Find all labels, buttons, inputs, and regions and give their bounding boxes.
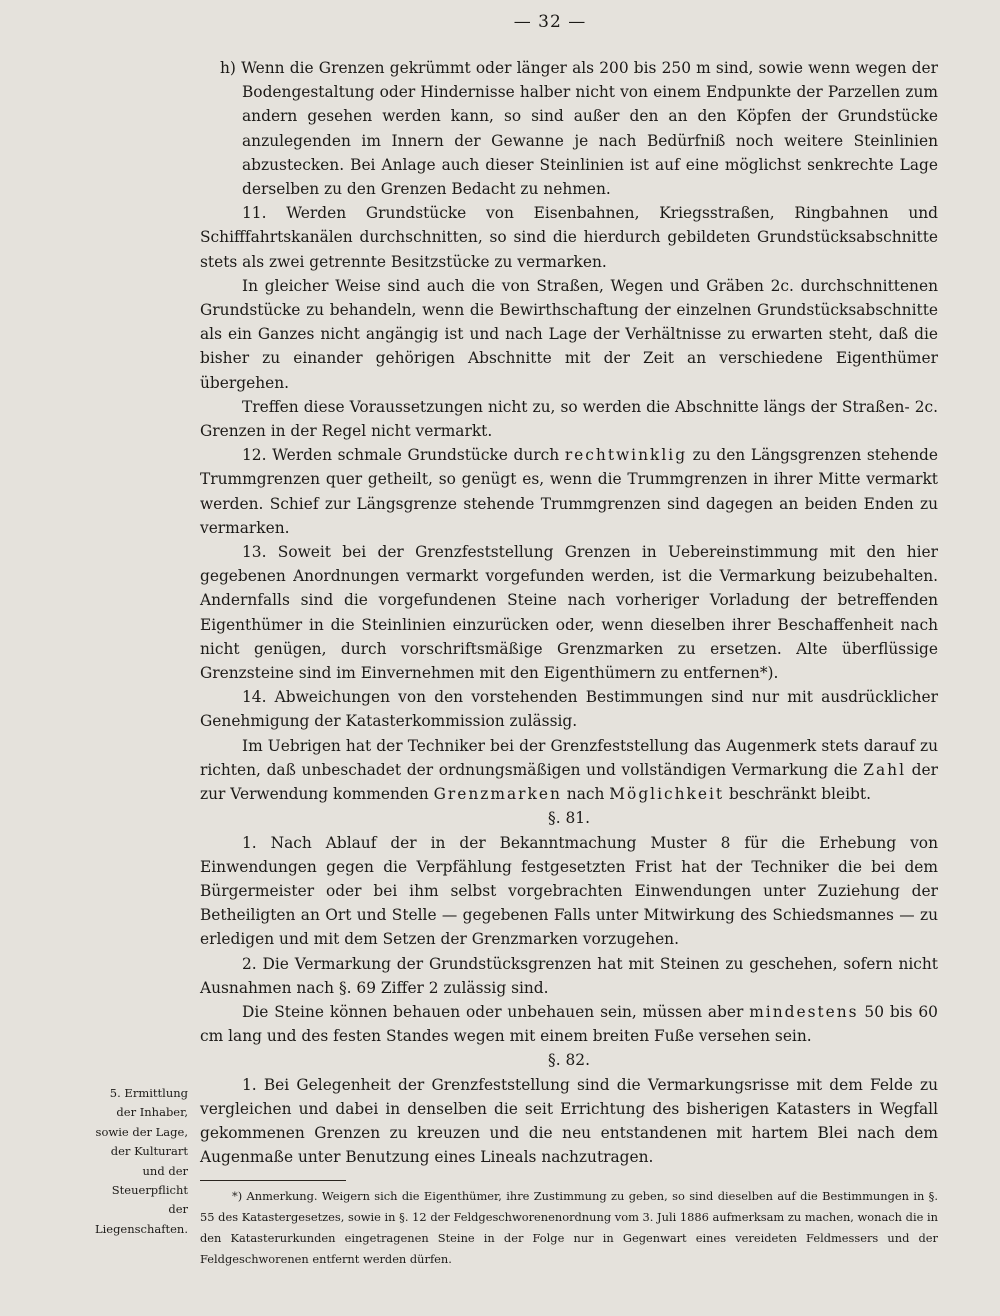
margin-note-line: 5. Ermittlung xyxy=(109,1086,188,1100)
margin-note-line: Liegenschaften. xyxy=(94,1221,188,1236)
paragraph-12-part-b: zu den Längsgrenzen stehende Trummgrenzen quer getheilt, so genügt es, wenn die Trummgrenzen in ihrer Mitte vermarkt werden. Schief zur Längsgrenze stehende Trummgrenzen sind dagegen an beiden Enden zu vermarken. xyxy=(200,446,938,537)
section-heading-81: §. 81. xyxy=(548,809,590,828)
paragraph-82-1: 1. Bei Gelegenheit der Grenzfeststellung sind die Vermarkungsrisse mit dem Felde zu vergleichen und dabei in denselben die seit Errichtung des bisherigen Katasters in Wegfall gekommenen Grenzen zu kreuzen und die neu entstandenen mit hartem Blei nach dem Augenmaße unter Benutzung eines Lineals nachzutragen. xyxy=(200,1075,938,1167)
paragraph-11c: Treffen diese Voraussetzungen nicht zu, so werden die Abschnitte längs der Straßen- 2c. Grenzen in der Regel nicht vermarkt. xyxy=(200,397,938,441)
paragraph-14b xyxy=(200,734,938,807)
main-text xyxy=(200,56,938,1169)
emphasis-zahl: Zahl xyxy=(863,760,907,779)
paragraph-14b-part-d: beschränkt bleibt. xyxy=(724,785,871,804)
paragraph-14b-part-a: Im Uebrigen hat der Techniker bei der Grenzfeststellung das Augenmerk stets darauf zu richten, daß unbeschadet der ordnungsmäßigen und vollständigen Vermarkung die xyxy=(200,736,938,779)
footnote-text: *) Anmerkung. Weigern sich die Eigenthümer, ihre Zustimmung zu geben, so sind dieselben auf die Bestimmungen in §. 55 des Katastergesetzes, sowie in §. 12 der Feldgeschworenenordnung vom 3. Juli 1886 aufmerksam zu machen, wonach die in den Katasterurkunden eingetragenen Steine in der Folge nur in Gegenwart eines vereideten Feldmessers und der Feldgeschworenen entfernt werden dürfen. xyxy=(200,1189,938,1266)
emphasis-mindestens: mindestens xyxy=(749,1002,859,1021)
margin-note-line: Steuerpflicht xyxy=(111,1183,188,1198)
margin-note-line: sowie der Lage, xyxy=(95,1124,188,1139)
margin-note-line: der Inhaber, xyxy=(116,1105,188,1120)
paragraph-81-3 xyxy=(200,1000,938,1048)
page-number: — 32 — xyxy=(513,12,587,32)
emphasis-rechtwinklig: rechtwinklig xyxy=(564,446,688,465)
paragraph-14b-part-c: nach xyxy=(561,785,610,804)
margin-note-line: der xyxy=(168,1202,188,1217)
paragraph-11b: In gleicher Weise sind auch die von Straßen, Wegen und Gräben 2c. durchschnittenen Grundstücke zu behandeln, wenn die Bewirthschaftung der einzelnen Grundstücksabschnitte als ein Ganzes nicht angängig ist und nach Lage der Verhältnisse zu erwarten steht, daß die bisher zu einander gehörigen Abschnitte mit der Zeit an verschiedene Eigenthümer übergehen. xyxy=(200,276,938,392)
footnote xyxy=(200,1186,938,1270)
paragraph-12 xyxy=(200,443,938,540)
paragraph-81-2: 2. Die Vermarkung der Grundstücksgrenzen hat mit Steinen zu geschehen, sofern nicht Ausnahmen nach §. 69 Ziffer 2 zulässig sind. xyxy=(200,954,938,997)
footnote-rule xyxy=(200,1180,346,1181)
paragraph-h: h) Wenn die Grenzen gekrümmt oder länger als 200 bis 250 m sind, sowie wenn wegen der Bodengestaltung oder Hindernisse halber nicht von einem Endpunkte der Parzellen zum andern gesehen werden kann, so sind außer den an den Köpfen der Grundstücke anzulegenden im Innern der Gewanne je nach Bedürfniß noch weitere Steinlinien abzustecken. Bei Anlage auch dieser Steinlinien ist auf eine möglichst senkrechte Lage derselben zu den Grenzen Bedacht zu nehmen. xyxy=(220,59,938,199)
paragraph-81-3-part-a: Die Steine können behauen oder unbehauen sein, müssen aber xyxy=(242,1002,750,1021)
emphasis-grenzmarken: Grenzmarken xyxy=(433,785,562,804)
emphasis-moeglichkeit: Möglichkeit xyxy=(609,785,725,804)
margin-note xyxy=(56,1084,188,1239)
paragraph-81-3-part-b: 50 bis 60 cm lang und des festen Standes wegen mit einem breiten Fuße versehen sein. xyxy=(200,1002,938,1046)
paragraph-13: 13. Soweit bei der Grenzfeststellung Grenzen in Uebereinstimmung mit den hier gegebenen Anordnungen vermarkt vorgefunden werden, ist die Vermarkung beizubehalten. Andernfalls sind die vorgefundenen Steine nach vorheriger Vorladung der betreffenden Eigenthümer in die Steinlinien einzurücken oder, wenn dieselben ihrer Beschaffenheit nach nicht genügen, durch vorschriftsmäßige Grenzmarken zu ersetzen. Alte überflüssige Grenzsteine sind im Einvernehmen mit den Eigenthümern zu entfernen*). xyxy=(200,543,938,683)
section-heading-82: §. 82. xyxy=(548,1051,590,1070)
paragraph-14b-part-b: der zur Verwendung kommenden xyxy=(200,760,938,804)
paragraph-14: 14. Abweichungen von den vorstehenden Bestimmungen sind nur mit ausdrücklicher Genehmigung der Katasterkommission zulässig. xyxy=(200,688,938,731)
paragraph-81-1: 1. Nach Ablauf der in der Bekanntmachung Muster 8 für die Erhebung von Einwendungen gegen die Verpfählung festgesetzten Frist hat der Techniker die bei dem Bürgermeister oder bei ihm selbst vorgebrachten Einwendungen unter Zuziehung der Betheiligten an Ort und Stelle — gegebenen Falls unter Mitwirkung des Schiedsmannes — zu erledigen und mit dem Setzen der Grenzmarken vorzugehen. xyxy=(200,833,938,949)
paragraph-11: 11. Werden Grundstücke von Eisenbahnen, Kriegsstraßen, Ringbahnen und Schifffahrtskanälen durchschnitten, so sind die hierdurch gebildeten Grundstücksabschnitte stets als zwei getrennte Besitzstücke zu vermarken. xyxy=(200,204,938,271)
margin-note-line: der Kulturart xyxy=(110,1144,188,1159)
paragraph-12-part-a: 12. Werden schmale Grundstücke durch xyxy=(242,446,565,465)
margin-note-line: und der xyxy=(142,1163,188,1178)
